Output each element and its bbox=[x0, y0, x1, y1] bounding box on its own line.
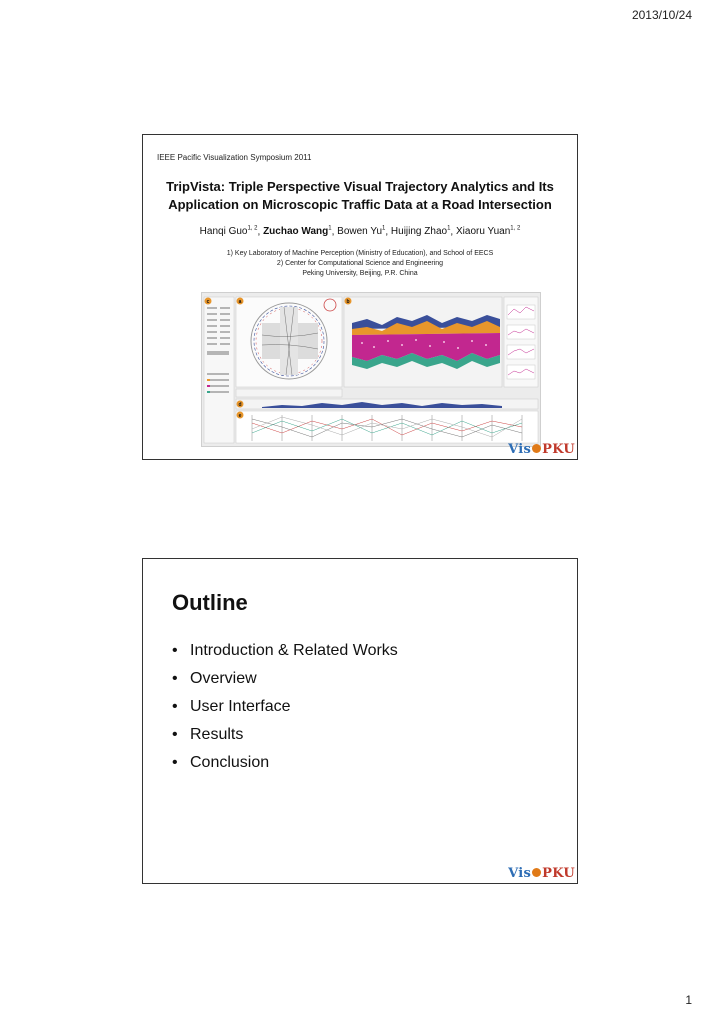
author-name: Huijing Zhao$^1$ bbox=[390, 226, 451, 238]
affiliation-3: Peking University, Beijing, P.R. China bbox=[302, 270, 418, 277]
page-date: 2013/10/24 bbox=[631, 8, 692, 22]
logo-dot-icon bbox=[532, 868, 541, 877]
title-slide bbox=[142, 134, 578, 460]
affiliation-1: 1) Key Laboratory of Machine Perception (Ministry of Education), and School of EECS bbox=[226, 250, 494, 257]
system-screenshot bbox=[201, 292, 541, 447]
paper-title-line1: TripVista: Triple Perspective Visual Trajectory Analytics and Its bbox=[166, 179, 554, 194]
paper-title bbox=[143, 178, 577, 214]
outline-list bbox=[172, 637, 398, 777]
outline-item: • Conclusion bbox=[172, 749, 398, 777]
outline-item: • Introduction & Related Works bbox=[172, 637, 398, 665]
panel-label-d: d bbox=[238, 402, 242, 408]
author-name: Xiaoru Yuan$^{1, 2}$ bbox=[455, 226, 521, 238]
tripvista-interface-image bbox=[202, 293, 540, 446]
vispku-logo: Vis PKU bbox=[508, 866, 575, 881]
conference-name: IEEE Pacific Visualization Symposium 2011 bbox=[157, 153, 312, 162]
outline-item: • Overview bbox=[172, 665, 398, 693]
vispku-logo: Vis PKU bbox=[508, 442, 575, 457]
page-number: 1 bbox=[685, 993, 692, 1007]
affiliations bbox=[143, 249, 577, 279]
author-name: Bowen Yu$^1$ bbox=[337, 226, 386, 238]
author-list: Hanqi Guo$^{1, 2}$, Zuchao Wang$^1$, Bowen Yu$^1$, Huijing Zhao$^1$, Xiaoru Yuan$^{1, 2}$ bbox=[199, 226, 521, 238]
author-name: Zuchao Wang$^1$ bbox=[263, 226, 332, 238]
author-name: Hanqi Guo$^{1, 2}$ bbox=[199, 226, 258, 238]
paper-title-line2: Application on Microscopic Traffic Data at a Road Intersection bbox=[168, 197, 552, 212]
outline-item: • User Interface bbox=[172, 693, 398, 721]
panel-label-a: a bbox=[238, 299, 242, 305]
panel-label-c: c bbox=[206, 299, 210, 305]
panel-label-b: b bbox=[346, 299, 350, 305]
outline-title: Outline bbox=[172, 590, 248, 615]
outline-slide bbox=[142, 558, 578, 884]
outline-item: • Results bbox=[172, 721, 398, 749]
logo-dot-icon bbox=[532, 444, 541, 453]
panel-label-e: e bbox=[238, 413, 242, 419]
affiliation-2: 2) Center for Computational Science and Engineering bbox=[276, 260, 444, 267]
